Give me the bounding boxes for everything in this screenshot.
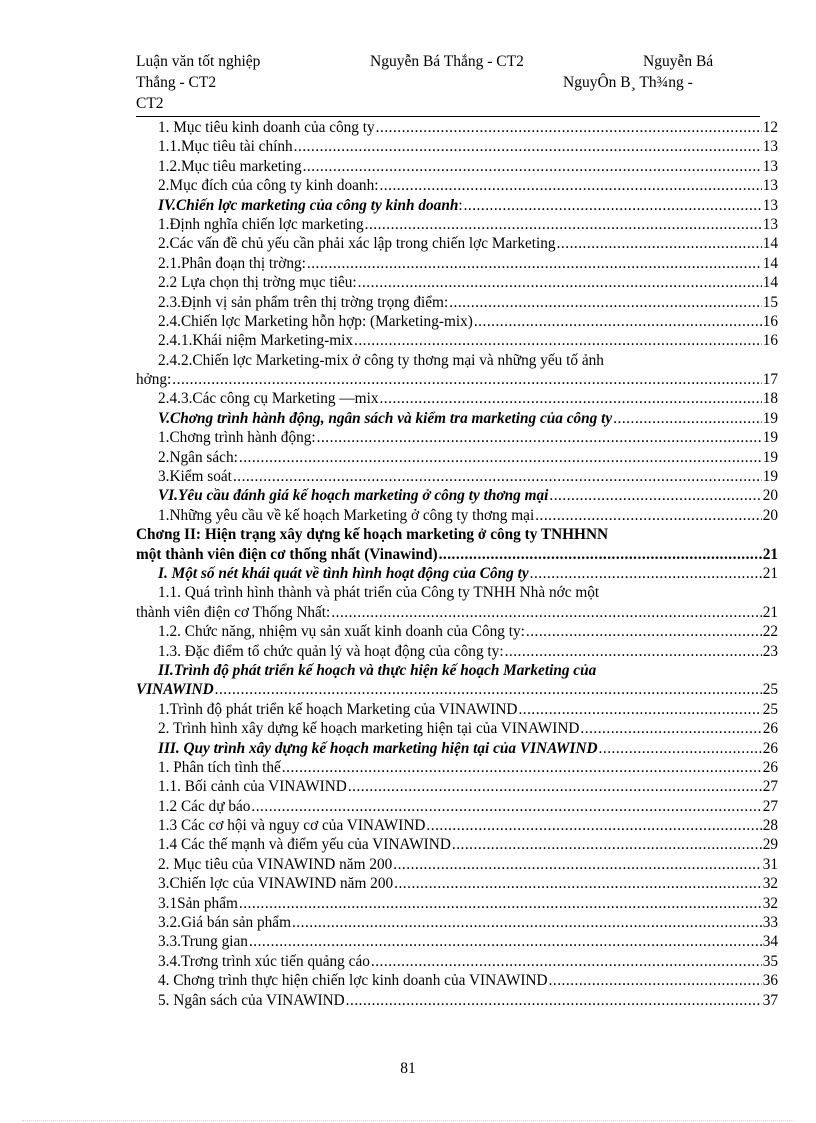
header-left-line1: Luận văn tốt nghiệp [136, 53, 261, 70]
toc-entry [136, 564, 778, 583]
toc-page-number: 27 [762, 797, 778, 815]
toc-entry-text: 1.Định nghĩa chiến lợc marketing [158, 215, 364, 233]
toc-entry-text: 1.2 Các dự báo [158, 797, 251, 815]
toc-page-number: 14 [762, 235, 778, 253]
toc-entry [136, 448, 778, 467]
toc-entry-text: 2.1.Phân đoạn thị trờng: [158, 254, 306, 272]
leader-dots [393, 855, 761, 874]
leader-dots [358, 273, 762, 292]
toc-entry-text: V.Chơng trình hành động, ngân sách và kiểm tra marketing của công ty [158, 409, 613, 427]
toc-page-number: 21 [762, 564, 778, 582]
leader-dots [239, 894, 762, 913]
toc-entry [136, 855, 778, 874]
toc-entry [136, 932, 778, 951]
toc-entry-text: 3.1Sản phẩm [158, 894, 238, 912]
toc-entry [136, 331, 778, 350]
toc-page-number: 13 [762, 215, 778, 233]
leader-dots [394, 874, 762, 893]
toc-page-number: 21 [762, 603, 778, 621]
leader-dots [426, 816, 761, 835]
toc-entry [136, 991, 778, 1010]
toc-entry-suffix: : [458, 196, 463, 214]
leader-dots [233, 467, 762, 486]
toc-page-number: 16 [762, 312, 778, 330]
toc-page-number: 19 [762, 448, 778, 466]
leader-dots [580, 719, 761, 738]
toc-entry [136, 758, 778, 777]
toc-page-number: 12 [762, 119, 778, 136]
leader-dots [557, 234, 762, 253]
toc-entry [136, 428, 778, 447]
toc-entry [136, 196, 778, 215]
header-left-line2: Thắng - CT2 [136, 74, 217, 91]
toc-entry [136, 816, 778, 835]
toc-page-number: 29 [762, 836, 778, 854]
toc-entry [136, 874, 778, 893]
toc-entry-text: III. Quy trình xây dựng kế hoạch marketing hiện tại của VINAWIND [158, 739, 598, 757]
toc-entry-text: 3.Kiểm soát [158, 468, 232, 486]
leader-dots [449, 293, 762, 312]
toc-entry-text: 1.1. Quá trình hình thành và phát triển của Công ty TNHH Nhà nớc một [158, 584, 600, 602]
toc-entry-text: 4. Chơng trình thực hiện chiến lợc kinh doanh của VINAWIND [158, 972, 548, 990]
toc-entry [136, 312, 778, 331]
leader-dots [439, 545, 762, 564]
toc-entry [136, 680, 778, 699]
toc-entry [136, 293, 778, 312]
toc-entry-text: VI.Yêu cầu đánh giá kế hoạch marketing ở công ty thơng mại [158, 487, 549, 505]
toc-page-number: 25 [762, 700, 778, 718]
toc-page-number: 32 [762, 894, 778, 912]
header-right-line2: NguyÔn B¸ Th¾ng - [563, 74, 693, 91]
header-center-line1: Nguyễn Bá Thắng - CT2 [370, 53, 524, 70]
toc-entry [136, 137, 778, 156]
toc-entry [136, 777, 778, 796]
toc-entry-text: 2.Mục đích của công ty kinh doanh: [158, 177, 379, 195]
toc-page-number: 16 [762, 332, 778, 350]
leader-dots [348, 777, 762, 796]
leader-dots [303, 157, 762, 176]
toc-entry-text: 1.4 Các thế mạnh và điểm yếu của VINAWIND [158, 836, 451, 854]
toc-page-number: 26 [762, 739, 778, 757]
leader-dots [505, 642, 762, 661]
leader-dots [613, 409, 762, 428]
toc-page-number: 37 [762, 991, 778, 1009]
page-bottom-edge [22, 1120, 794, 1121]
toc-page-number: 33 [762, 914, 778, 932]
toc-page-number: 13 [762, 177, 778, 195]
toc-page-number: 18 [762, 390, 778, 408]
toc-entry-text: 3.4.Trơng trình xúc tiến quảng cáo [158, 952, 370, 970]
leader-dots [292, 913, 762, 932]
toc-page-number: 20 [762, 506, 778, 524]
toc-entry-continuation: VINAWIND [136, 681, 214, 699]
toc-page-number: 22 [762, 623, 778, 641]
leader-dots [371, 952, 762, 971]
toc-entry-text: 2.4.3.Các công cụ Marketing —mix [158, 390, 379, 408]
toc-entry-text: 2.2 Lựa chọn thị trờng mục tiêu: [158, 274, 357, 292]
leader-dots [535, 506, 762, 525]
leader-dots [346, 991, 762, 1010]
leader-dots [365, 215, 762, 234]
leader-dots [317, 428, 762, 447]
toc-entry [136, 739, 778, 758]
toc-page-number: 26 [762, 758, 778, 776]
toc-page-number: 25 [762, 681, 778, 699]
table-of-contents [136, 118, 778, 1010]
leader-dots [379, 176, 761, 195]
toc-entry-continuation: một thành viên điện cơ thống nhất (Vinawind) [136, 545, 438, 563]
header-right-line1: Nguyễn Bá [643, 53, 714, 70]
toc-page-number: 13 [762, 157, 778, 175]
toc-entry [136, 642, 778, 661]
toc-entry [136, 273, 778, 292]
toc-entry [136, 157, 778, 176]
toc-entry-text: 1.Những yêu cầu về kế hoạch Marketing ở công ty thơng mại [158, 506, 535, 524]
leader-dots [354, 331, 762, 350]
toc-page-number: 15 [762, 293, 778, 311]
leader-dots [172, 370, 761, 389]
toc-page-number: 21 [762, 545, 778, 563]
toc-entry-text: 1. Phân tích tình thế [158, 758, 281, 776]
toc-entry-continuation: hởng: [136, 371, 172, 389]
toc-entry [136, 894, 778, 913]
toc-entry [136, 700, 778, 719]
toc-entry [136, 215, 778, 234]
toc-entry-continuation: thành viên điện cơ Thống Nhất: [136, 603, 331, 621]
toc-entry [136, 835, 778, 854]
toc-entry [136, 622, 778, 641]
leader-dots [307, 254, 762, 273]
toc-entry [136, 797, 778, 816]
toc-entry-text: 2.Các vấn đề chủ yếu cần phải xác lập trong chiến lợc Marketing [158, 235, 556, 253]
leader-dots [599, 739, 762, 758]
toc-entry [136, 506, 778, 525]
leader-dots [294, 137, 762, 156]
toc-entry-text: 1.Chơng trình hành động: [158, 429, 316, 447]
toc-entry-text: Chơng II: Hiện trạng xây dựng kế hoạch marketing ở công ty TNHHNN [136, 526, 609, 544]
leader-dots [282, 758, 762, 777]
leader-dots [215, 680, 762, 699]
leader-dots [376, 118, 762, 137]
toc-entry [136, 952, 778, 971]
toc-page-number: 28 [762, 817, 778, 835]
leader-dots [549, 971, 762, 990]
toc-entry-text: 2.Ngân sách: [158, 448, 238, 466]
toc-page-number: 19 [762, 468, 778, 486]
header-rule [136, 116, 760, 117]
header-left-line3: CT2 [136, 95, 164, 112]
toc-entry-text: 2.4.Chiến lợc Marketing hỗn hợp: (Marketing-mix) [158, 312, 473, 330]
toc-page-number: 19 [762, 429, 778, 447]
toc-page-number: 27 [762, 778, 778, 796]
toc-entry [136, 176, 778, 195]
toc-entry-text: 2.3.Định vị sản phẩm trên thị trờng trọng điểm: [158, 293, 449, 311]
toc-page-number: 14 [762, 254, 778, 272]
toc-entry-text: IV.Chiến lợc marketing của công ty kinh doanh [158, 196, 459, 214]
toc-entry-text: 1.3 Các cơ hội và nguy cơ của VINAWIND [158, 817, 426, 835]
toc-page-number: 17 [762, 371, 778, 389]
toc-page-number: 36 [762, 972, 778, 990]
toc-entry [136, 545, 778, 564]
toc-page-number: 23 [762, 642, 778, 660]
toc-entry [136, 467, 778, 486]
leader-dots [249, 932, 762, 951]
leader-dots [526, 622, 762, 641]
toc-entry [136, 370, 778, 389]
leader-dots [239, 448, 762, 467]
toc-page-number: 31 [762, 855, 778, 873]
toc-page-number: 13 [762, 196, 778, 214]
toc-entry [136, 971, 778, 990]
toc-entry-text: 5. Ngân sách của VINAWIND [158, 991, 345, 1009]
toc-entry-text: 1.1. Bối cảnh của VINAWIND [158, 778, 347, 796]
toc-entry-text: 3.3.Trung gian [158, 933, 248, 951]
toc-entry [136, 913, 778, 932]
toc-entry-text: 3.2.Giá bán sản phẩm [158, 914, 291, 932]
toc-page-number: 20 [762, 487, 778, 505]
toc-entry-text: 2.4.2.Chiến lợc Marketing-mix ở công ty thơng mại và những yếu tố ảnh [158, 351, 604, 369]
page-number: 81 [400, 1060, 416, 1077]
toc-entry-text: I. Một số nét khái quát về tình hình hoạt động của Công ty [158, 564, 529, 582]
toc-entry-text: II.Trình độ phát triển kế hoạch và thực hiện kế hoạch Marketing của [158, 661, 597, 679]
toc-entry [136, 603, 778, 622]
toc-entry-text: 2. Trình hình xây dựng kế hoạch marketing hiện tại của VINAWIND [158, 720, 580, 738]
toc-page-number: 34 [762, 933, 778, 951]
toc-page-number: 19 [762, 409, 778, 427]
toc-entry [136, 409, 778, 428]
toc-entry [136, 254, 778, 273]
toc-entry-text: 1. Mục tiêu kinh doanh của công ty [158, 119, 375, 136]
toc-entry-text: 1.Trình độ phát triển kế hoạch Marketing của VINAWIND [158, 700, 518, 718]
toc-entry [136, 486, 778, 505]
leader-dots [379, 389, 761, 408]
toc-page-number: 32 [762, 875, 778, 893]
leader-dots [452, 835, 762, 854]
toc-page-number: 35 [762, 952, 778, 970]
toc-entry [136, 234, 778, 253]
toc-page-number: 26 [762, 720, 778, 738]
leader-dots [530, 564, 762, 583]
toc-entry-text: 2. Mục tiêu của VINAWIND năm 200 [158, 855, 393, 873]
toc-entry-text: 1.2. Chức năng, nhiệm vụ sản xuất kinh doanh của Công ty: [158, 623, 525, 641]
toc-page-number: 14 [762, 274, 778, 292]
leader-dots [331, 603, 761, 622]
leader-dots [474, 312, 762, 331]
leader-dots [251, 797, 761, 816]
leader-dots [518, 700, 761, 719]
toc-entry-text: 1.3. Đặc điểm tổ chức quản lý và hoạt động của công ty: [158, 642, 504, 660]
toc-entry [136, 118, 778, 137]
leader-dots [464, 196, 762, 215]
toc-entry-text: 3.Chiến lợc của VINAWIND năm 200 [158, 875, 394, 893]
toc-entry-text: 1.1.Mục tiêu tài chính [158, 138, 293, 156]
toc-page-number: 13 [762, 138, 778, 156]
toc-entry-text: 2.4.1.Khái niệm Marketing-mix [158, 332, 353, 350]
toc-entry-text: 1.2.Mục tiêu marketing [158, 157, 302, 175]
toc-entry [136, 719, 778, 738]
leader-dots [549, 486, 761, 505]
toc-entry [136, 389, 778, 408]
